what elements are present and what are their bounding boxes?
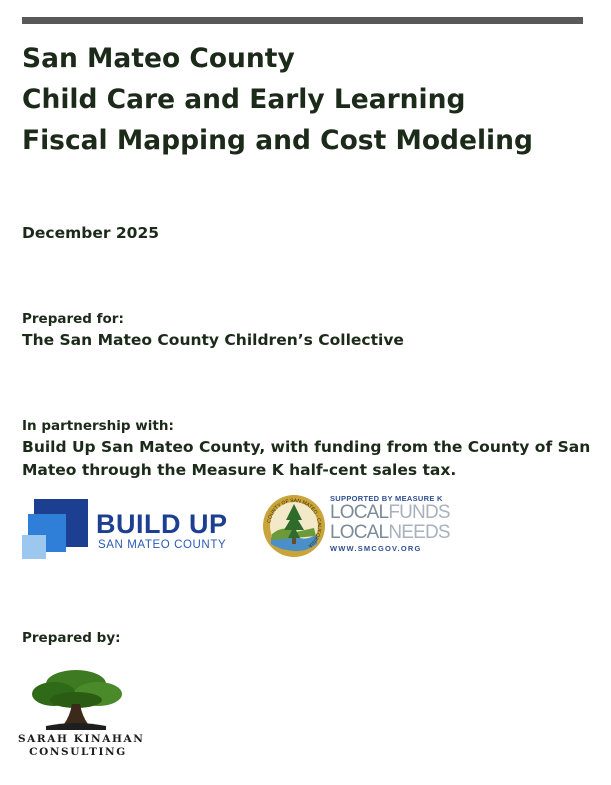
prepared-by-label: Prepared by: xyxy=(22,630,121,646)
tree-icon xyxy=(26,664,126,732)
report-date: December 2025 xyxy=(22,224,160,242)
build-up-logo-square-light xyxy=(22,535,46,559)
partnership-label: In partnership with: xyxy=(22,418,174,434)
smcgov-url: WWW.SMCGOV.ORG xyxy=(330,544,422,553)
local-funds-line: LOCALFUNDS xyxy=(330,502,450,523)
tree-ground xyxy=(46,723,106,730)
build-up-logo-subtitle: SAN MATEO COUNTY xyxy=(98,539,227,551)
local-needs-line: LOCALNEEDS xyxy=(330,522,450,543)
title-line-1: San Mateo County xyxy=(22,43,295,74)
local-funds-local-needs-logo xyxy=(330,494,450,558)
partnership-text xyxy=(22,436,590,482)
partnership-line-1: Build Up San Mateo County, with funding from the County of San xyxy=(22,438,591,456)
consultant-subtitle: CONSULTING xyxy=(29,746,127,758)
title-line-2: Child Care and Early Learning xyxy=(22,84,466,115)
seal-tree-trunk xyxy=(292,538,296,544)
consultant-name: SARAH KINAHAN xyxy=(18,733,145,745)
measure-k-tagline: SUPPORTED BY MEASURE K xyxy=(330,494,443,503)
county-seal-logo xyxy=(262,494,326,558)
build-up-logo xyxy=(22,497,242,561)
report-title xyxy=(22,38,582,161)
prepared-for-value: The San Mateo County Children’s Collective xyxy=(22,331,404,349)
build-up-logo-name: BUILD UP xyxy=(96,509,228,539)
prepared-for-label: Prepared for: xyxy=(22,311,124,327)
title-line-3: Fiscal Mapping and Cost Modeling xyxy=(22,125,533,156)
partnership-line-2: Mateo through the Measure K half-cent sales tax. xyxy=(22,461,457,479)
top-rule xyxy=(22,17,583,24)
seal-ring-text: COUNTY OF SAN MATEO · CALIFORNIA xyxy=(266,497,323,549)
